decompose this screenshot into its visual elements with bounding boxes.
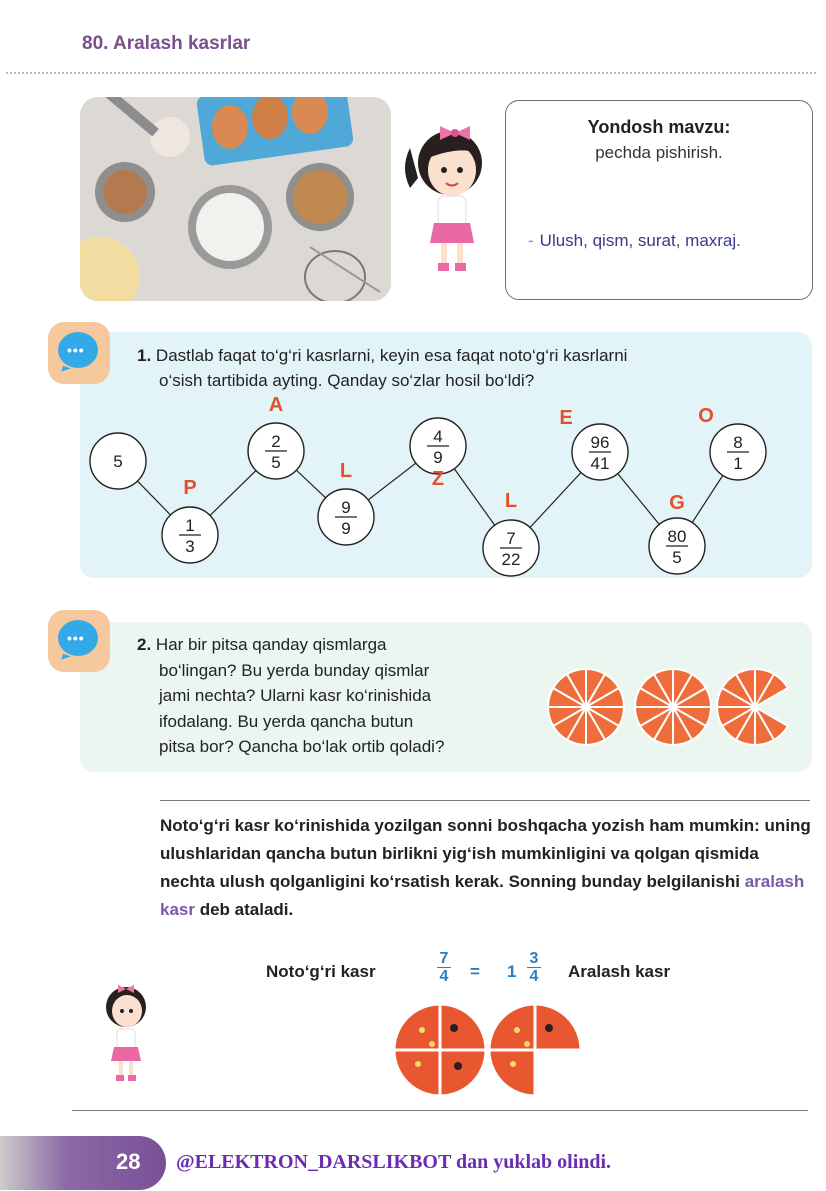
node-numerator: 80 xyxy=(667,527,687,546)
node-numerator: 4 xyxy=(433,427,443,446)
pizza-icon xyxy=(717,669,788,745)
rule-text xyxy=(160,812,815,924)
task-1-line-1: Dastlab faqat to‘g‘ri kasrlarni, keyin esa faqat noto‘g‘ri kasrlarni xyxy=(155,346,628,365)
topic-keywords-text: Ulush, qism, surat, maxraj. xyxy=(539,231,741,250)
node-value: 5 xyxy=(113,452,123,471)
node-letter: Z xyxy=(431,468,445,490)
node-denominator: 9 xyxy=(433,448,443,467)
fraction-denominator: 4 xyxy=(439,968,449,985)
rule-text-part: Noto‘g‘ri kasr ko‘rinishida yozilgan sonni boshqacha yozish ham mumkin: uning ulushlaridan qancha butun birlikni yig‘ish mumkinligini va qolgan qismida nechta ulush qolganligini ko‘rsatish kerak. Sonning bunday belgilanishi xyxy=(160,816,811,891)
node-numerator: 8 xyxy=(733,433,743,452)
node-denominator: 9 xyxy=(341,519,351,538)
node-numerator: 9 xyxy=(341,498,351,517)
mixed-fraction xyxy=(526,950,542,985)
node-denominator: 41 xyxy=(590,454,610,473)
node-numerator: 96 xyxy=(590,433,610,452)
node-denominator: 1 xyxy=(733,454,743,473)
node-letter: A xyxy=(268,394,284,416)
node-numerator: 7 xyxy=(506,529,516,548)
node-numerator: 2 xyxy=(271,432,281,451)
rule-divider xyxy=(160,800,810,801)
fraction-numerator: 3 xyxy=(529,950,539,967)
rule-text-part: deb ataladi. xyxy=(199,900,294,919)
task-2-line: jami nechta? Ularni kasr ko‘rinishida xyxy=(159,686,432,705)
node-numerator: 1 xyxy=(185,516,195,535)
mixed-label: Aralash kasr xyxy=(568,962,671,981)
task-1-line-2: o‘sish tartibida ayting. Qanday so‘zlar hosil bo‘ldi? xyxy=(159,371,535,390)
girl-illustration xyxy=(98,975,154,1085)
equals-sign: = xyxy=(470,962,480,981)
improper-fraction xyxy=(436,950,452,985)
pizza-icon xyxy=(394,1004,486,1096)
whole-part: 1 xyxy=(507,962,517,981)
node-letter: P xyxy=(183,477,197,499)
fraction-denominator: 4 xyxy=(529,968,539,985)
node-letter: G xyxy=(669,492,685,514)
node-letter: E xyxy=(559,407,573,429)
node-denominator: 3 xyxy=(185,537,195,556)
page-number: 28 xyxy=(116,1149,141,1174)
topic-subtitle: pechda pishirish. xyxy=(595,143,723,162)
pizza-icon xyxy=(489,1004,581,1096)
node-letter: L xyxy=(504,490,518,512)
node-letter: L xyxy=(339,460,353,482)
node-denominator: 22 xyxy=(501,550,521,569)
pizza-icon xyxy=(635,669,711,745)
task-2-line: bo‘lingan? Bu yerda bunday qismlar xyxy=(159,660,430,680)
task-2-line: Har bir pitsa qanday qismlarga xyxy=(155,635,387,654)
chat-bubble-icon: ••• xyxy=(48,322,110,384)
node-letter: O xyxy=(698,405,714,427)
page-title: 80. Aralash kasrlar xyxy=(82,33,251,54)
fraction-numerator: 7 xyxy=(439,950,449,967)
chat-bubble-icon: ••• xyxy=(48,610,110,672)
topic-title: Yondosh mavzu: xyxy=(587,117,731,137)
task-2-line: ifodalang. Bu yerda qancha butun xyxy=(159,711,414,731)
node-denominator: 5 xyxy=(672,548,682,567)
footer-divider xyxy=(72,1110,808,1111)
page-number-tab xyxy=(0,1136,166,1190)
node-denominator: 5 xyxy=(271,453,281,472)
footer-note: @ELEKTRON_DARSLIKBOT dan yuklab olindi. xyxy=(176,1151,612,1173)
mixed-fraction-term: aralash kasr xyxy=(160,872,805,919)
task-1-number: 1. xyxy=(137,346,152,365)
task-2-line: pitsa bor? Qancha bo‘lak ortib qoladi? xyxy=(159,737,445,756)
dash-icon: - xyxy=(528,231,534,250)
task-2-number: 2. xyxy=(137,635,152,654)
pizza-icon xyxy=(548,669,624,745)
improper-label: Noto‘g‘ri kasr xyxy=(266,962,376,981)
